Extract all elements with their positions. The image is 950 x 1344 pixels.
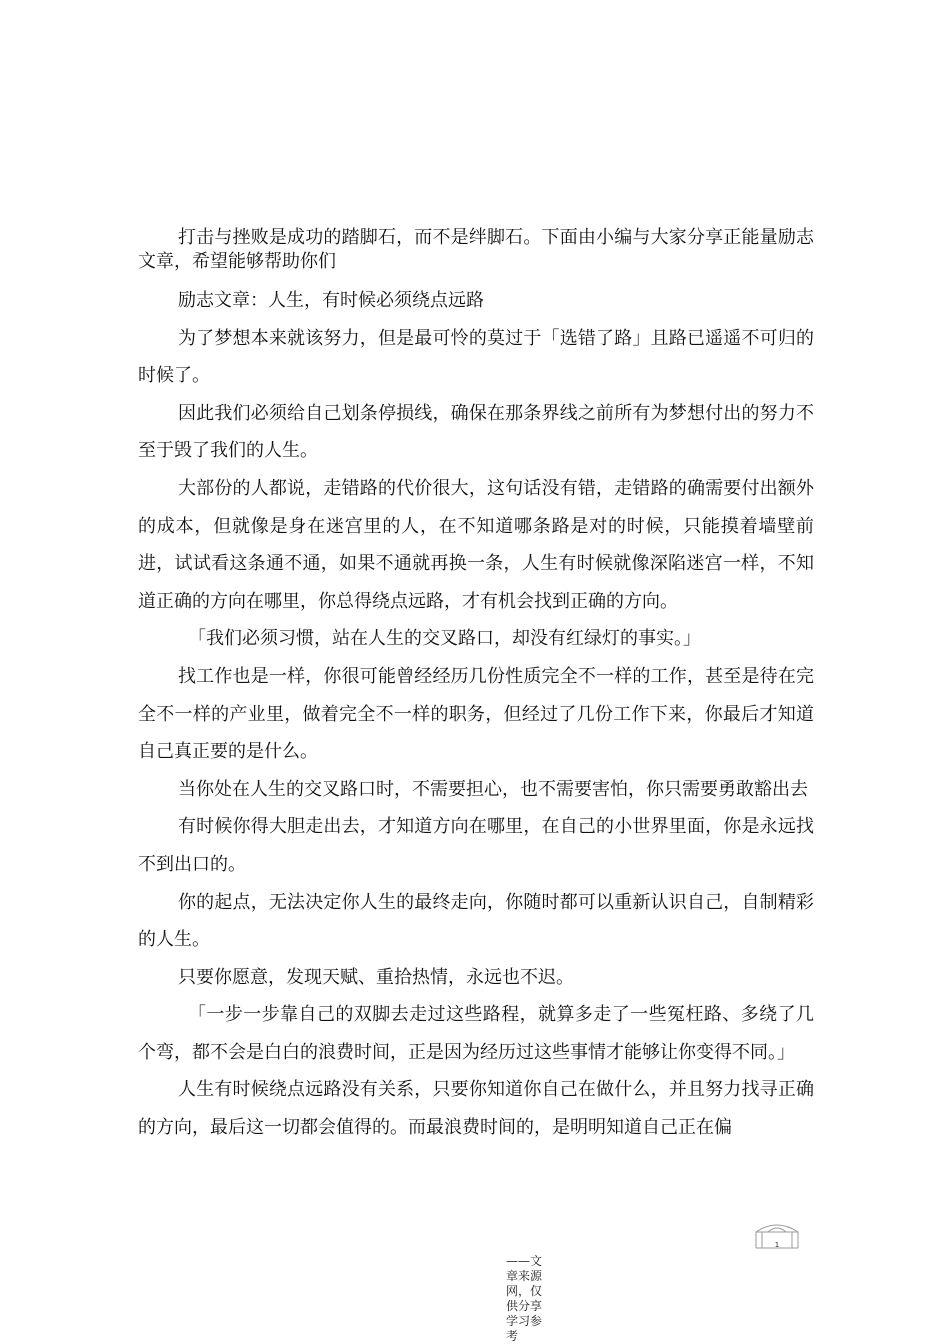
intro-paragraph: 打击与挫败是成功的踏脚石，而不是绊脚石。下面由小编与大家分享正能量励志文章，希望能够帮助你们 xyxy=(138,227,814,272)
page-number: 1 xyxy=(774,1241,780,1249)
body-paragraph: 大部份的人都说，走错路的代价很大，这句话没有错，走错路的确需要付出额外的成本，但就像是身在迷宫里的人，在不知道哪条路是对的时候，只能摸着墙壁前进，试试看这条通不通，如果不通就再换一条，人生有时候就像深陷迷宫一样，不知道正确的方向在哪里，你总得绕点远路，才有机会找到正确的方向。 xyxy=(138,477,814,612)
document-body xyxy=(138,226,814,1147)
body-paragraph: 找工作也是一样，你很可能曾经经历几份性质完全不一样的工作，甚至是待在完全不一样的产业里，做着完全不一样的职务，但经过了几份工作下来，你最后才知道自己真正要的是什么。 xyxy=(138,665,814,763)
body-paragraph: 为了梦想本来就该努力，但是最可怜的莫过于「选错了路」且路已遥遥不可归的时候了。 xyxy=(138,327,814,387)
quote-paragraph: 「我们必须习惯，站在人生的交叉路口，却没有红绿灯的事实。」 xyxy=(188,628,701,650)
article-heading: 励志文章：人生，有时候必须绕点远路 xyxy=(178,290,484,311)
body-paragraph: 你的起点，无法决定你人生的最终走向，你随时都可以重新认识自己，自制精彩的人生。 xyxy=(138,891,814,951)
body-paragraph: 有时候你得大胆走出去，才知道方向在哪里，在自己的小世界里面，你是永远找不到出口的。 xyxy=(138,816,814,875)
body-paragraph: 因此我们必须给自己划条停损线，确保在那条界线之前所有为梦想付出的努力不至于毁了我们的人生。 xyxy=(138,402,814,462)
body-paragraph: 只要你愿意，发现天赋、重拾热情，永远也不迟。 xyxy=(178,966,574,988)
page-number-badge xyxy=(754,1220,800,1252)
body-paragraph: 当你处在人生的交叉路口时，不需要担心，也不需要害怕，你只需要勇敢豁出去 xyxy=(178,778,808,800)
source-note: ——文章来源网，仅供分享学习参考 xyxy=(506,1254,543,1343)
body-paragraph: 人生有时候绕点远路没有关系，只要你知道你自己在做什么，并且努力找寻正确的方向，最后这一切都会值得的。而最浪费时间的，是明明知道自己正在偏 xyxy=(138,1079,814,1139)
quote-paragraph: 「一步一步靠自己的双脚去走过这些路程，就算多走了一些冤枉路、多绕了几个弯，都不会是白白的浪费时间，正是因为经历过这些事情才能够让你变得不同。」 xyxy=(138,1004,814,1063)
